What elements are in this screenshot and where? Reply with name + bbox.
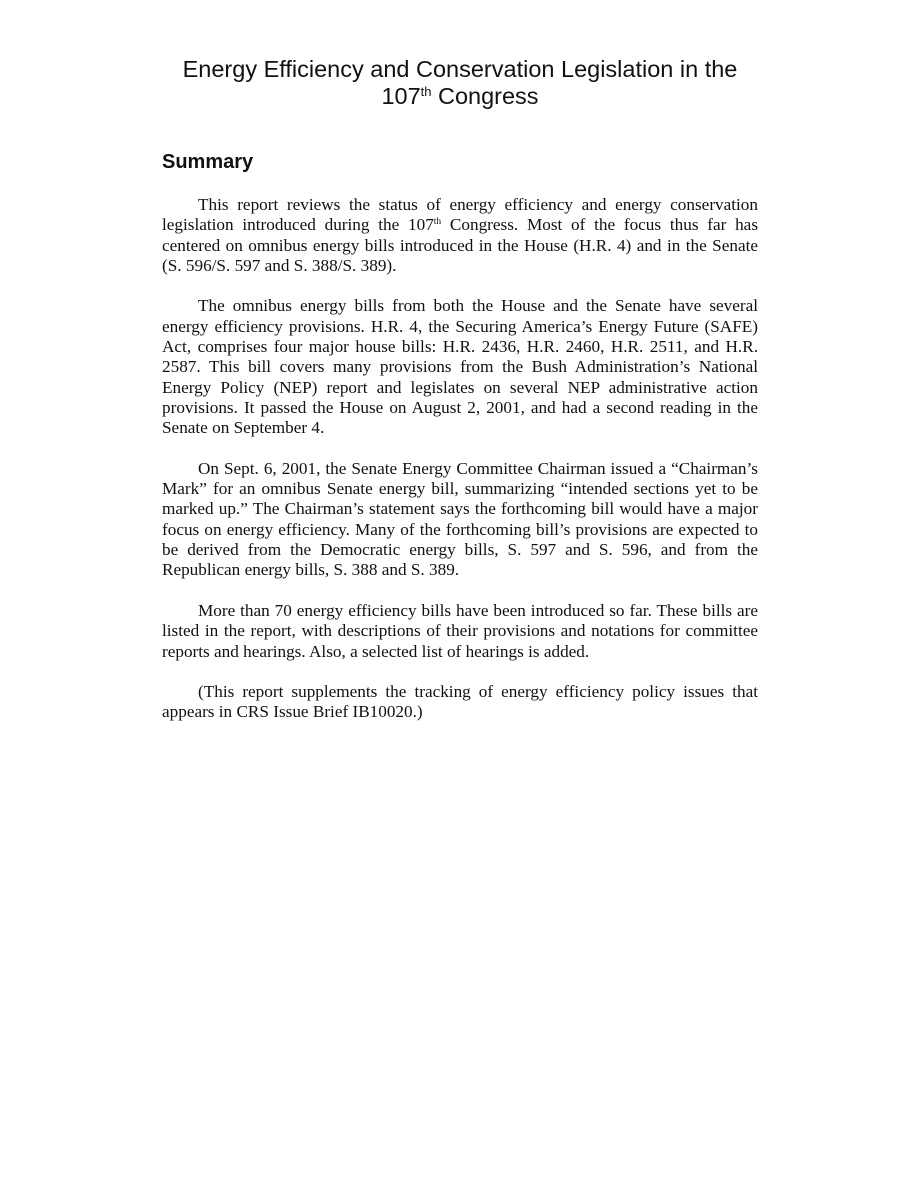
paragraph-1: [162, 195, 758, 276]
paragraph-1-superscript: th: [433, 217, 442, 228]
title-superscript: th: [420, 83, 432, 99]
section-heading-summary: Summary: [162, 151, 254, 173]
paragraph-3: On Sept. 6, 2001, the Senate Energy Committee Chairman issued a “Chairman’s Mark” for an omnibus Senate energy bill, summarizing “intended sections yet to be marked up.” The Chairman’s statement says the forthcoming bill would have a major focus on energy efficiency. Many of the forthcoming bill’s provisions are expected to be derived from the Democratic energy bills, S. 597 and S. 596, and from the Republican energy bills, S. 388 and S. 389.: [162, 458, 758, 580]
paragraph-2: The omnibus energy bills from both the House and the Senate have several energy efficiency provisions. H.R. 4, the Securing America’s Energy Future (SAFE) Act, comprises four major house bills: H.R. 2436, H.R. 2460, H.R. 2511, and H.R. 2587. This bill covers many provisions from the Bush Administration’s National Energy Policy (NEP) report and legislates on several NEP administrative action provisions. It passed the House on August 2, 2001, and had a second reading in the Senate on September 4.: [162, 296, 758, 438]
document-page: [162, 56, 759, 722]
paragraph-1-part1: This report reviews the status of energy efficiency and energy conservation legislation introduced during the 107: [162, 195, 758, 235]
paragraph-4: More than 70 energy efficiency bills have been introduced so far. These bills are listed in the report, with descriptions of their provisions and notations for committee reports and hearings. Also, a selected list of hearings is added.: [162, 600, 758, 661]
document-title: [158, 56, 762, 110]
paragraph-5: (This report supplements the tracking of energy efficiency policy issues that appears in CRS Issue Brief IB10020.): [162, 682, 758, 722]
title-text-part2: Congress: [431, 83, 539, 109]
summary-body: [162, 195, 758, 743]
title-text-part1: Energy Efficiency and Conservation Legislation in the 107: [182, 56, 738, 109]
paragraph-1-part2: Congress. Most of the focus thus far has centered on omnibus energy bills introduced in the House (H.R. 4) and in the Senate (S. 596/S. 597 and S. 388/S. 389).: [162, 215, 759, 275]
